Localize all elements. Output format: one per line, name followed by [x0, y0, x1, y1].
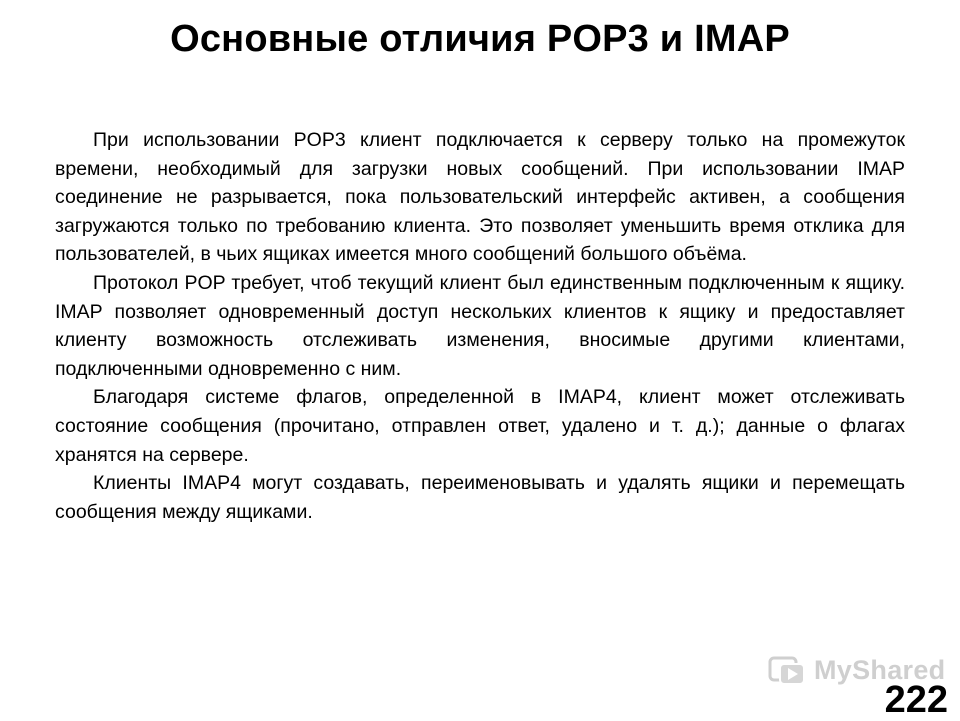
page-number: 222	[884, 679, 948, 721]
paragraph-pop3-vs-imap-connection: При использовании POP3 клиент подключается к серверу только на промежуток времени, необходимый для загрузки новых сообщений. При использовании IMAP соединение не разрывается, пока пользовательский интерфейс активен, а сообщения загружаются только по требованию клиента. Это позволяет уменьшить время отклика для пользователей, в чьих ящиках имеется много сообщений большого объёма.	[55, 129, 905, 266]
slide-body	[55, 126, 905, 526]
paragraph-flags: Благодаря системе флагов, определенной в IMAP4, клиент может отслеживать состояние сообщения (прочитано, отправлен ответ, удалено и т. д.); данные о флагах хранятся на сервере.	[55, 386, 905, 466]
paragraph-mailbox-management: Клиенты IMAP4 могут создавать, переименовывать и удалять ящики и перемещать сообщения между ящиками.	[55, 472, 905, 523]
watermark-text: MyShared	[814, 654, 946, 685]
page-title: Основные отличия POP3 и IMAP	[170, 18, 790, 60]
paragraph-single-vs-multi-client: Протокол POP требует, чтоб текущий клиент был единственным подключенным к ящику. IMAP позволяет одновременный доступ нескольких клиентов к ящику и предоставляет клиенту возможность отслеживать изменения, вносимые другими клиентами, подключенными одновременно с ним.	[55, 271, 905, 380]
myshared-logo-icon	[768, 654, 808, 686]
